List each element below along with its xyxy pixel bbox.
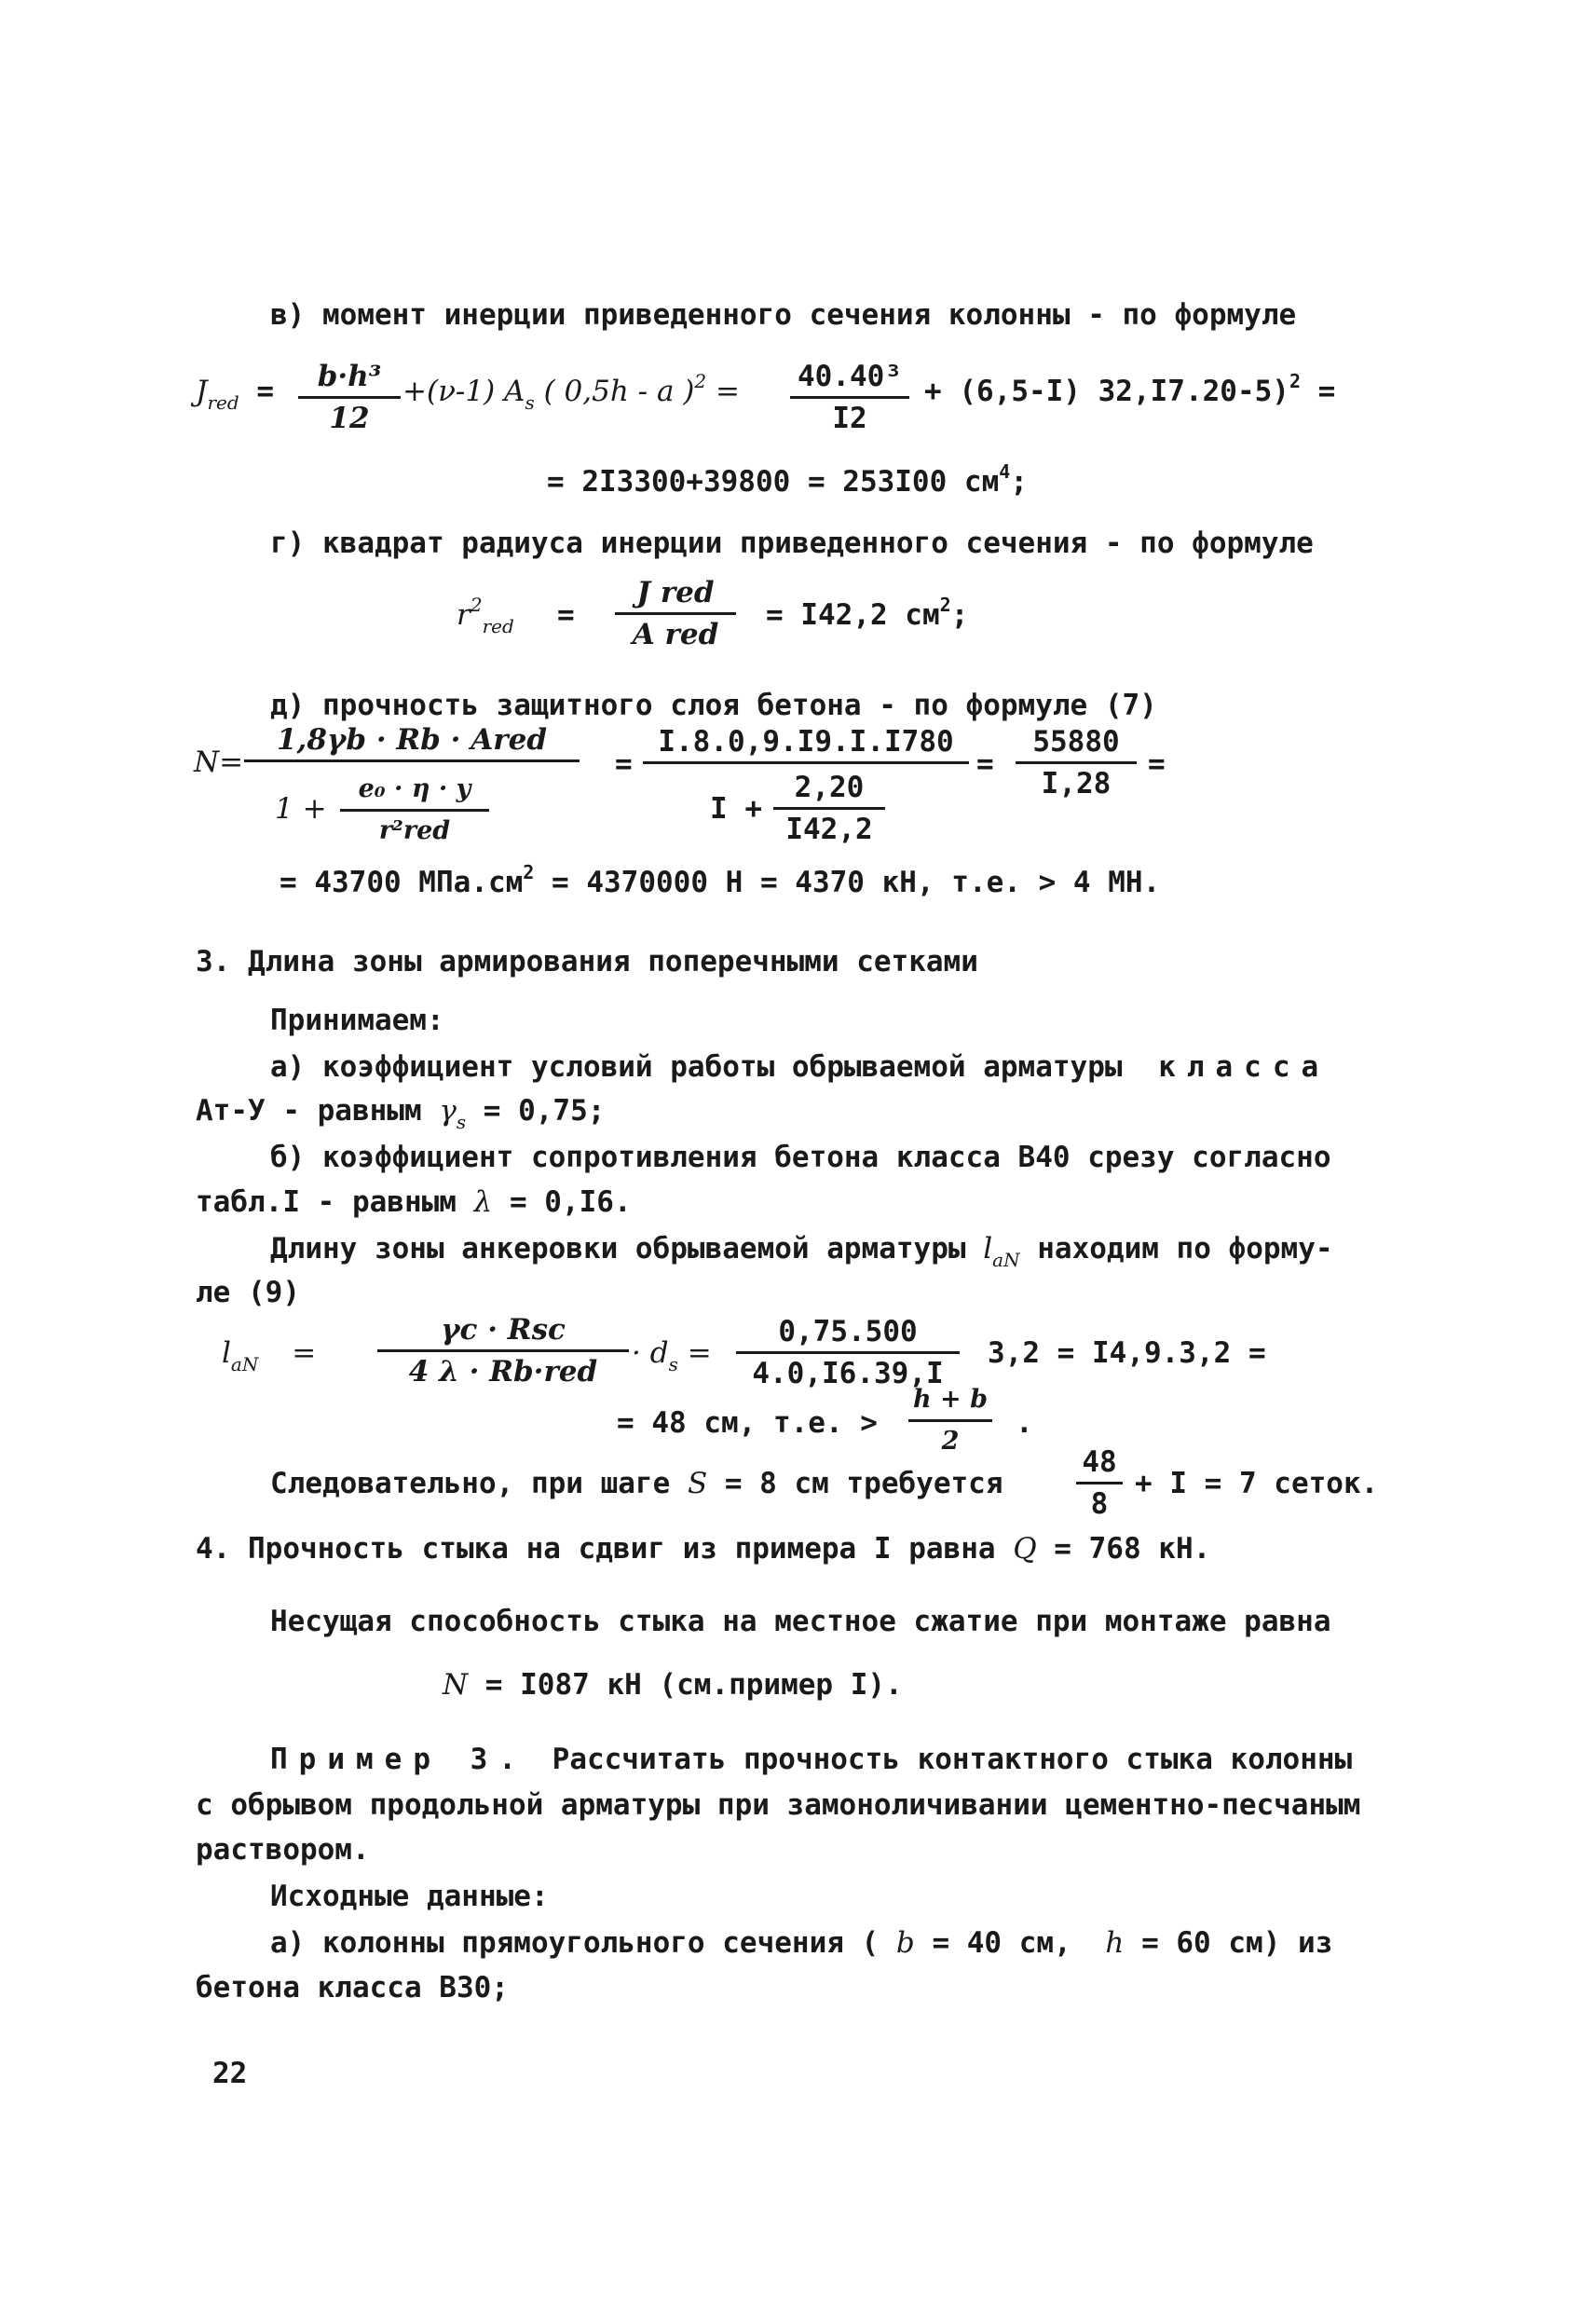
denominator-one-plus: I + — [710, 792, 762, 826]
section-3-b-line1: б) коэффициент сопротивления бетона класса В40 срезу согласно — [270, 1141, 1331, 1174]
anchor-length-line1: Длину зоны анкеровки обрываемой арматуры $l_{aN}$ находим по форму- — [270, 1232, 1333, 1271]
section-4-line: 4. Прочность стыка на сдвиг из примера I равна Q = 768 кН. — [196, 1532, 1211, 1566]
equals-sign: = — [557, 598, 575, 632]
equals-sign: = — [976, 747, 994, 781]
example-3-a-line2: бетона класса В30; — [196, 1971, 509, 2004]
fraction-jred-ared: J red A red — [615, 575, 736, 652]
example-3-line1: Пример 3. Рассчитать прочность контактного стыка колонны — [270, 1743, 1353, 1776]
example-3-line3: раствором. — [196, 1833, 370, 1867]
equals-sign: = — [1148, 747, 1166, 781]
section-3-b-line2: табл.I - равным λ = 0,I6. — [196, 1185, 632, 1219]
item-c-heading: в) момент инерции приведенного сечения колонны - по формуле — [270, 298, 1297, 332]
radius-result: = I42,2 $см^2$; — [766, 594, 969, 632]
bearing-capacity-line2: N = I087 кН (см.пример I). — [443, 1668, 903, 1702]
denominator-one-plus: 1 + — [275, 792, 327, 826]
inertia-result: = 2I3300+39800 = 253I00 $см^4$; — [547, 460, 1028, 499]
item-d-heading: г) квадрат радиуса инерции приведенного сечения - по формуле — [270, 527, 1314, 560]
fraction-strength-formula: 1,8γb · Rb · Ared — [244, 722, 580, 764]
source-data-label: Исходные данные: — [270, 1880, 549, 1913]
inertia-term: +(ν-1) $A_s$ ( 0,5h - a )$^2$ = — [402, 370, 740, 414]
example-3-title: Пример 3. — [270, 1743, 527, 1776]
bearing-capacity-line1: Несущая способность стыка на местное сжатие при монтаже равна — [270, 1605, 1331, 1638]
formula-inertia: $J_{red}$ = — [196, 375, 274, 414]
equals-sign: = — [615, 747, 633, 781]
fraction-numeric: I.8.0,9.I9.I.I780 — [643, 724, 969, 766]
item-e-heading: д) прочность защитного слоя бетона - по формуле (7) — [270, 689, 1157, 722]
strength-result: = 43700 $МПа.см^2 = 4370000$ Н = 4370 кН, т.е. > 4 МН. — [280, 861, 1161, 899]
example-3-a-line1: а) колонны прямоугольного сечения ( b = 40 см, h = 60 см) из — [270, 1926, 1333, 1960]
ds-term: · $d_s$ = — [632, 1336, 712, 1375]
r-red-symbol: $r^2_{red}$ — [457, 594, 514, 637]
fraction-40-12: 40.40³ I2 — [790, 359, 909, 436]
section-3-a-line2: Ат-У - равным $\gamma_s = 0,75$; — [196, 1094, 606, 1133]
j-symbol: J — [196, 375, 208, 408]
fraction-eccentricity: e₀ · η · y r²red — [340, 772, 489, 849]
n-symbol: N= — [194, 746, 244, 779]
anchor-rest: 3,2 = I4,9.3,2 = — [988, 1336, 1266, 1370]
accept-label: Принимаем: — [270, 1004, 444, 1037]
section-3-heading: 3. Длина зоны армирования поперечными сетками — [196, 945, 978, 978]
period: . — [1016, 1406, 1033, 1440]
fraction-48-over-8: 48 8 — [1076, 1444, 1123, 1522]
example-3-line2: с обрывом продольной арматуры при замоноличивании цементно-песчаным — [196, 1788, 1361, 1822]
fraction-anchor-formula: γc · Rsc 4 λ · Rb·red — [377, 1312, 629, 1389]
anchor-result: = 48 см, т.е. > — [617, 1406, 878, 1440]
page-number: 22 — [212, 2057, 248, 2090]
fraction-h-plus-b: h + b 2 — [908, 1382, 992, 1459]
conclusion-end: + I = 7 сеток. — [1135, 1467, 1379, 1500]
anchor-length-line2: ле (9) — [196, 1276, 300, 1309]
l-an-symbol: $l_{aN}$ = — [222, 1336, 317, 1375]
conclusion-line: Следовательно, при шаге S = 8 см требуется — [270, 1467, 1003, 1500]
fraction-bh3-12: b·h³ 12 — [298, 359, 401, 436]
fraction-anchor-numeric: 0,75.500 4.0,I6.39,I — [736, 1314, 960, 1391]
section-3-a-line1: а) коэффициент условий работы обрываемой арматуры класса — [270, 1050, 1330, 1084]
fraction-result: 55880 I,28 — [1016, 724, 1137, 801]
fraction-2-20-over-142-2: 2,20 I42,2 — [773, 770, 885, 847]
inertia-rest: + (6,5-I) 32,I7.20-5)$^2$ = — [924, 370, 1336, 408]
